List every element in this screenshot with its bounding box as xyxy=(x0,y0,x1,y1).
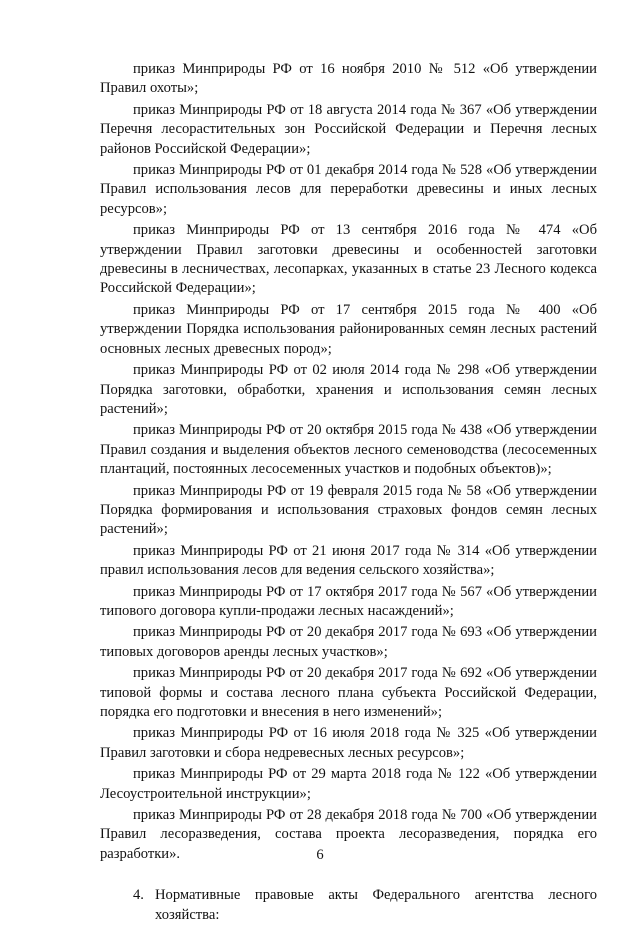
list-item: приказ Минприроды РФ от 16 ноября 2010 № 512 «Об утверждении Правил охоты»; xyxy=(100,61,597,97)
list-item: приказ Минприроды РФ от 13 сентября 2016 года № 474 «Об утверждении Правил заготовки древесины и особенностей заготовки древесины в лесничествах, лесопарках, указанных в статье 23 Лесного кодекса Российской Федерации»; xyxy=(100,222,597,297)
section-title: Нормативные правовые акты Федерального агентства лесного хозяйства: xyxy=(155,887,597,923)
list-item: приказ Минприроды РФ от 01 декабря 2014 года № 528 «Об утверждении Правил использования лесов для переработки древесины и иных лесных ресурсов»; xyxy=(100,162,597,217)
list-item: приказ Минприроды РФ от 16 июля 2018 года № 325 «Об утверждении Правил заготовки и сбора недревесных лесных ресурсов»; xyxy=(100,725,597,761)
section-heading xyxy=(133,886,597,925)
list-item: приказ Минприроды РФ от 20 декабря 2017 года № 692 «Об утверждении типовой формы и состава лесного плана субъекта Российской Федерации, порядка его подготовки и внесения в него изменений»; xyxy=(100,665,597,720)
document-body xyxy=(100,58,597,925)
list-item: приказ Минприроды РФ от 17 сентября 2015 года № 400 «Об утверждении Порядка использования районированных семян лесных растений основных лесных древесных пород»; xyxy=(100,301,597,357)
list-item: приказ Минприроды РФ от 19 февраля 2015 года № 58 «Об утверждении Порядка формирования и использования страховых фондов семян лесных растений»; xyxy=(100,482,597,538)
list-item: приказ Минприроды РФ от 02 июля 2014 года № 298 «Об утверждении Порядка заготовки, обработки, хранения и использования семян лесных растений»; xyxy=(100,362,597,417)
list-item: приказ Минприроды РФ от 17 октября 2017 года № 567 «Об утверждении типового договора купли-продажи лесных насаждений»; xyxy=(100,583,597,619)
list-item: приказ Минприроды РФ от 18 августа 2014 года № 367 «Об утверждении Перечня лесорастительных зон Российской Федерации и Перечня лесных районов Российской Федерации»; xyxy=(100,101,597,157)
page-number: 6 xyxy=(316,847,324,863)
list-item: приказ Минприроды РФ от 28 декабря 2018 года № 700 «Об утверждении Правил лесоразведения, состава проекта лесоразведения, порядка его разработки». xyxy=(100,807,597,862)
section-number: 4. xyxy=(133,887,144,904)
list-item: приказ Минприроды РФ от 20 октября 2015 года № 438 «Об утверждении Правил создания и выделения объектов лесного семеноводства (лесосеменных плантаций, постоянных лесосеменных участков и подобных объектов)»; xyxy=(100,422,597,478)
list-item: приказ Минприроды РФ от 29 марта 2018 года № 122 «Об утверждении Лесоустроительной инструкции»; xyxy=(100,766,597,802)
list-item: приказ Минприроды РФ от 20 декабря 2017 года № 693 «Об утверждении типовых договоров аренды лесных участков»; xyxy=(100,624,597,660)
list-item: приказ Минприроды РФ от 21 июня 2017 года № 314 «Об утверждении правил использования лесов для ведения сельского хозяйства»; xyxy=(100,542,597,579)
